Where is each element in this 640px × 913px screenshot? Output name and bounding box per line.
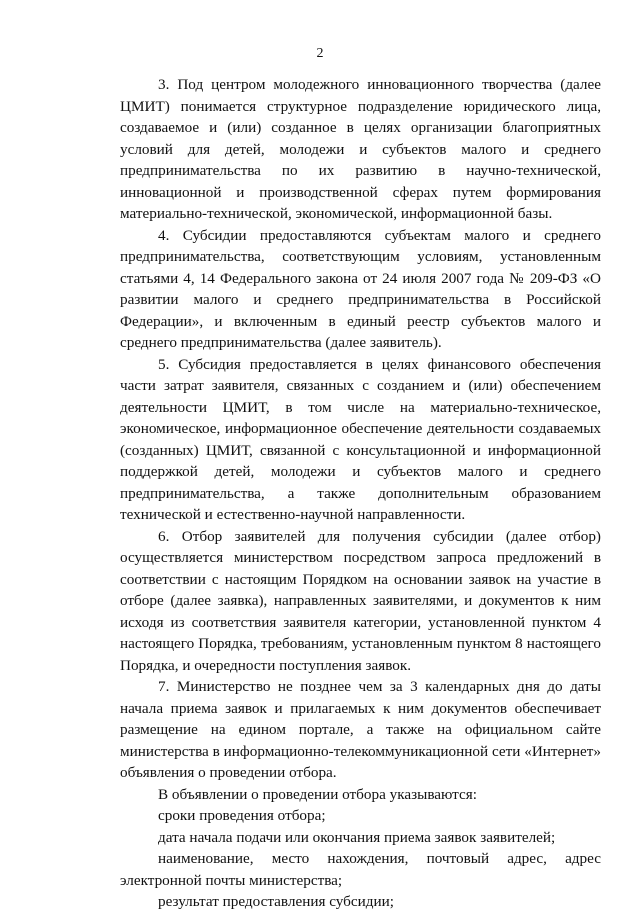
announcement-list-item: сроки проведения отбора; xyxy=(158,807,326,824)
paragraph-item-5: 5. Субсидия предоставляется в целях финансового обеспечения части затрат заявителя, связанных с созданием и (или) обеспечением деятельности ЦМИТ, в том числе на материально-техническое, экономическое, информационное обеспечение деятельности создаваемых (созданных) ЦМИТ, связанной с консультационной и информационной поддержкой детей, молодежи и субъектов малого и среднего предпринимательства, а также дополнительным образованием технической и естественно-научной направленности. xyxy=(120,355,601,523)
paragraph-item-6: 6. Отбор заявителей для получения субсидии (далее отбор) осуществляется министерством посредством запроса предложений в соответствии с настоящим Порядком на основании заявок на участие в отборе (далее заявка), направленных заявителями, и документов к ним исходя из соответствия заявителя категории, установленной пунктом 4 настоящего Порядка, требованиям, установленным пунктом 8 настоящего Порядка, и очередности поступления заявок. xyxy=(120,527,601,674)
announcement-list-item: результат предоставления субсидии; xyxy=(158,893,394,910)
announcement-intro: В объявлении о проведении отбора указываются: xyxy=(158,785,477,803)
document-body xyxy=(120,74,601,913)
announcement-list-item: наименование, место нахождения, почтовый адрес, адрес электронной почты министерства; xyxy=(120,850,601,889)
paragraph-item-3: 3. Под центром молодежного инновационного творчества (далее ЦМИТ) понимается структурное подразделение юридического лица, создаваемое и (или) созданное в целях организации благоприятных условий для детей, молодежи и субъектов малого и среднего предпринимательства по их развитию в научно-технической, инновационной и производственной сферах путем формирования материально-технической, экономической, информационной базы. xyxy=(120,76,601,222)
announcement-list-item: дата начала подачи или окончания приема заявок заявителей; xyxy=(158,828,556,846)
paragraph-item-4: 4. Субсидии предоставляются субъектам малого и среднего предпринимательства, соответствующим условиям, установленным статьями 4, 14 Федерального закона от 24 июля 2007 года № 209-ФЗ «О развитии малого и среднего предпринимательства в Российской Федерации», и включенным в единый реестр субъектов малого и среднего предпринимательства (далее заявитель). xyxy=(120,226,601,351)
page-number: 2 xyxy=(316,46,324,61)
paragraph-item-7: 7. Министерство не позднее чем за 3 календарных дня до даты начала приема заявок и прилагаемых к ним документов обеспечивает размещение на едином портале, а также на официальном сайте министерства в информационно-телекоммуникационной сети «Интернет» объявления о проведении отбора. xyxy=(120,678,601,781)
